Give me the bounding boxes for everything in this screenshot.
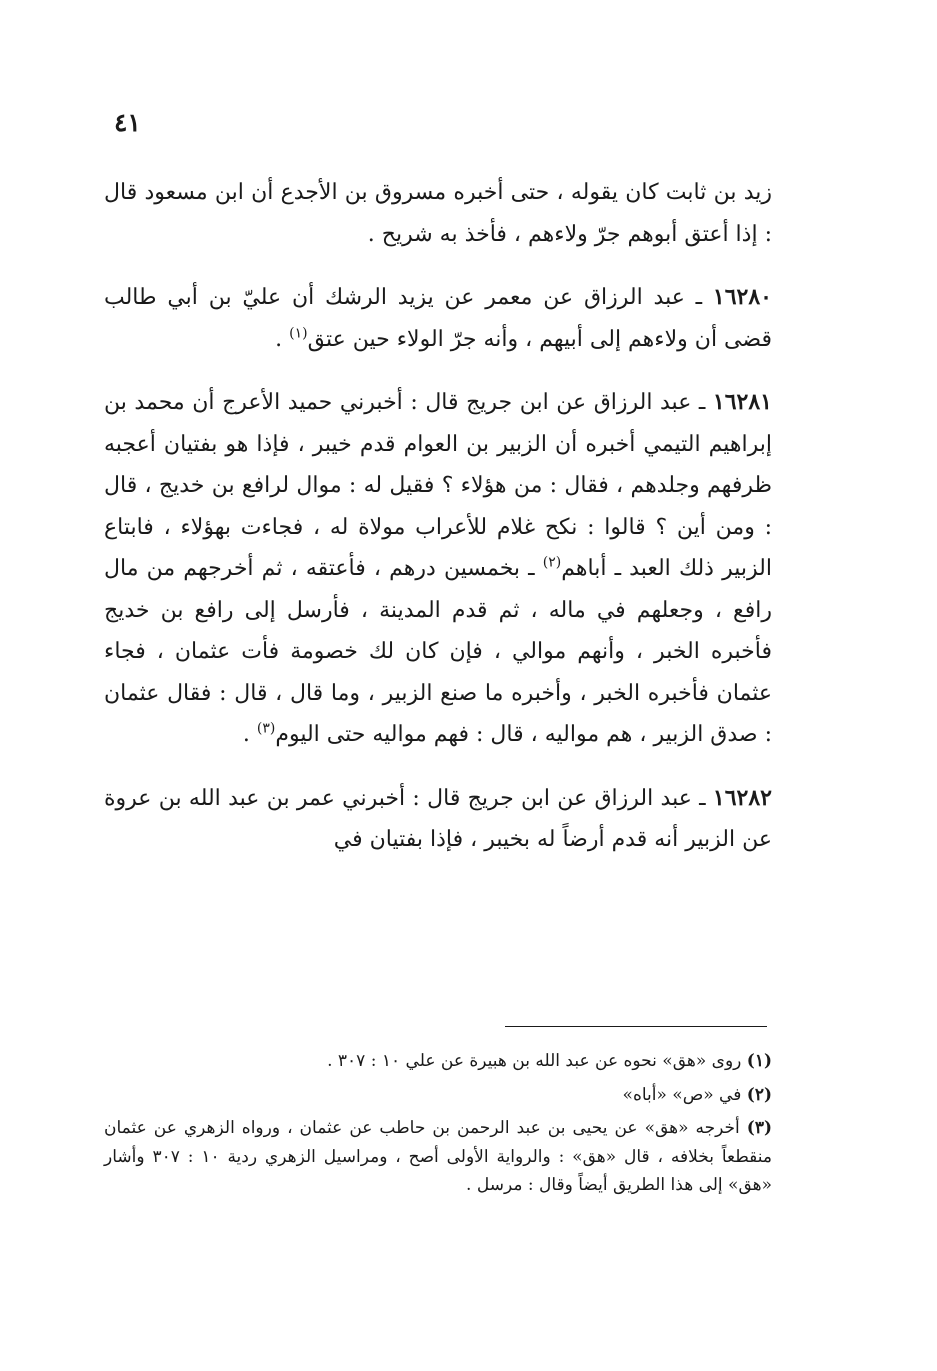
main-text [104,172,772,861]
footnote-number: (١) [746,1051,772,1071]
footnote-ref[interactable]: (٣) [256,720,276,737]
paragraph-text: زيد بن ثابت كان يقوله ، حتى أخبره مسروق بن الأجدع أن ابن مسعود قال : إذا أعتق أبوهم جرّ ولاءهم ، فأخذ به شريح . [104,180,772,247]
footnote-text: روى «هق» نحوه عن عبد الله بن هبيرة عن علي ١٠ : ٣٠٧ . [327,1051,747,1071]
paragraph-hadith-16282 [104,778,772,861]
hadith-number: ١٦٢٨٠ [712,284,772,310]
paragraph-hadith-16280 [104,277,772,360]
paragraph-tail: . [242,722,257,747]
footnote-1 [104,1047,772,1076]
footnote-3 [104,1114,772,1200]
footnote-ref[interactable]: (١) [289,325,308,342]
footnote-number: (٣) [746,1118,772,1138]
page-number: ٤١ [114,108,141,137]
paragraph-tail: ـ بخمسين درهم ، فأعتقه ، ثم أخرجهم من مال رافع ، وجعلهم في ماله ، ثم قدم المدينة ، فأرسل إلى رافع بن خديج فأخبره الخبر ، وأنهم موالي ، فإن كان لك خصومة فأت عثمان ، فجاء عثمان فأخبره الخبر ، وأخبره ما صنع الزبير ، وما قال ، قال : فقال عثمان : صدق الزبير ، هم مواليه ، قال : فهم مواليه حتى اليوم [104,556,773,747]
hadith-number: ١٦٢٨٢ [712,784,772,811]
paragraph-text: ـ عبد الرزاق عن معمر عن يزيد الرشك أن عليّ بن أبي طالب قضى أن ولاءهم إلى أبيهم ، وأنه جرّ الولاء حين عتق [104,285,772,352]
paragraph-text: ـ عبد الرزاق عن ابن جريج قال : أخبرني عمر بن عبد الله بن عروة عن الزبير أنه قدم أرضاً له بخيبر ، فإذا بفتيان في [104,785,772,852]
hadith-number: ١٦٢٨١ [712,389,772,415]
paragraph-tail: . [275,326,290,352]
paragraph-text: ـ عبد الرزاق عن ابن جريج قال : أخبرني حميد الأعرج أن محمد بن إبراهيم التيمي أخبره أن الزبير بن العوام قدم خيبر ، فإذا هو بفتيان أعجبه ظرفهم وجلدهم ، فقال : من هؤلاء ؟ فقيل له : موال لرافع بن خديج ، قال : ومن أين ؟ قالوا : نكح غلام للأعراب مولاة له ، فجاءت بهؤلاء ، فابتاع الزبير ذلك العبد ـ أباهم [104,390,773,581]
footnote-text: في «ص» «أباه» [622,1084,747,1105]
paragraph-hadith-16281 [104,382,772,756]
footnote-number: (٢) [746,1084,772,1105]
footnote-ref[interactable]: (٢) [542,554,562,571]
footnote-divider [505,1026,767,1027]
footnote-2 [104,1081,772,1110]
paragraph-continuation [104,172,772,255]
footnote-text: أخرجه «هق» عن يحيى بن عبد الرحمن بن حاطب عن عثمان ، ورواه الزهري عن عثمان منقطعاً بخلافه ، قال «هق» : والرواية الأولى أصح ، ومراسيل الزهري ردية ١٠ : ٣٠٧ وأشار «هق» إلى هذا الطريق أيضاً وقال : مرسل . [104,1118,772,1195]
footnotes [104,1047,772,1205]
